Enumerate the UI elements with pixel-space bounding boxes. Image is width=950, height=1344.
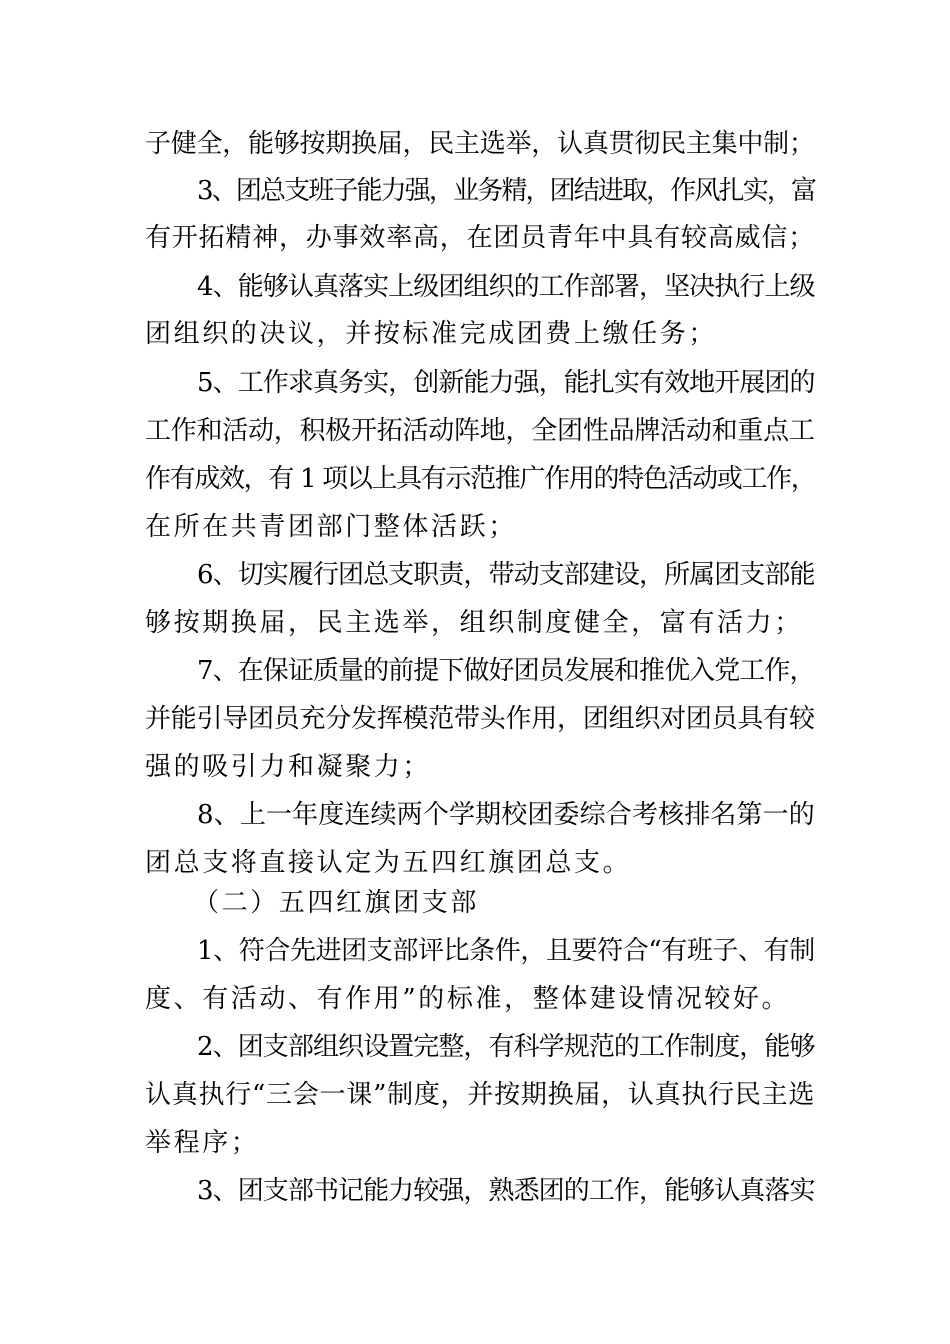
text-line: 4、能够认真落实上级团组织的工作部署，坚决执行上级 xyxy=(197,272,815,302)
text-line: 度、有活动、有作用”的标准，整体建设情况较好。 xyxy=(145,984,791,1014)
text-line: 有开拓精神，办事效率高，在团员青年中具有较高威信； xyxy=(145,223,816,253)
text-line: 2、团支部组织设置完整，有科学规范的工作制度，能够 xyxy=(197,1032,815,1062)
text-line: 团总支将直接认定为五四红旗团总支。 xyxy=(145,848,632,878)
text-line: 作有成效，有 1 项以上具有示范推广作用的特色活动或工作， xyxy=(145,464,816,494)
text-line: 团组织的决议，并按标准完成团费上缴任务； xyxy=(145,319,718,349)
text-line: 工作和活动，积极开拓活动阵地，全团性品牌活动和重点工 xyxy=(145,416,815,446)
text-line: 强的吸引力和凝聚力； xyxy=(145,752,432,782)
text-line: 7、在保证质量的前提下做好团员发展和推优入党工作， xyxy=(197,656,815,686)
text-line: 在所在共青团部门整体活跃； xyxy=(145,512,517,542)
text-line: 子健全，能够按期换届，民主选举，认真贯彻民主集中制； xyxy=(145,129,815,159)
text-line: 1、符合先进团支部评比条件，且要符合“有班子、有制 xyxy=(197,936,815,966)
text-line: 3、团支部书记能力较强，熟悉团的工作，能够认真落实 xyxy=(197,1176,815,1206)
text-line: 举程序； xyxy=(145,1128,260,1158)
text-line: 5、工作求真务实，创新能力强，能扎实有效地开展团的 xyxy=(197,368,815,398)
text-line: 够按期换届，民主选举，组织制度健全，富有活力； xyxy=(145,608,803,638)
text-line: 8、上一年度连续两个学期校团委综合考核排名第一的 xyxy=(197,800,815,830)
text-line: 并能引导团员充分发挥模范带头作用，团组织对团员具有较 xyxy=(145,704,815,734)
text-line: 认真执行“三会一课”制度，并按期换届，认真执行民主选 xyxy=(145,1080,816,1110)
text-line: 6、切实履行团总支职责，带动支部建设，所属团支部能 xyxy=(197,560,815,590)
section-heading: （二）五四红旗团支部 xyxy=(193,888,480,918)
text-line: 3、团总支班子能力强，业务精，团结进取，作风扎实，富 xyxy=(197,176,816,206)
